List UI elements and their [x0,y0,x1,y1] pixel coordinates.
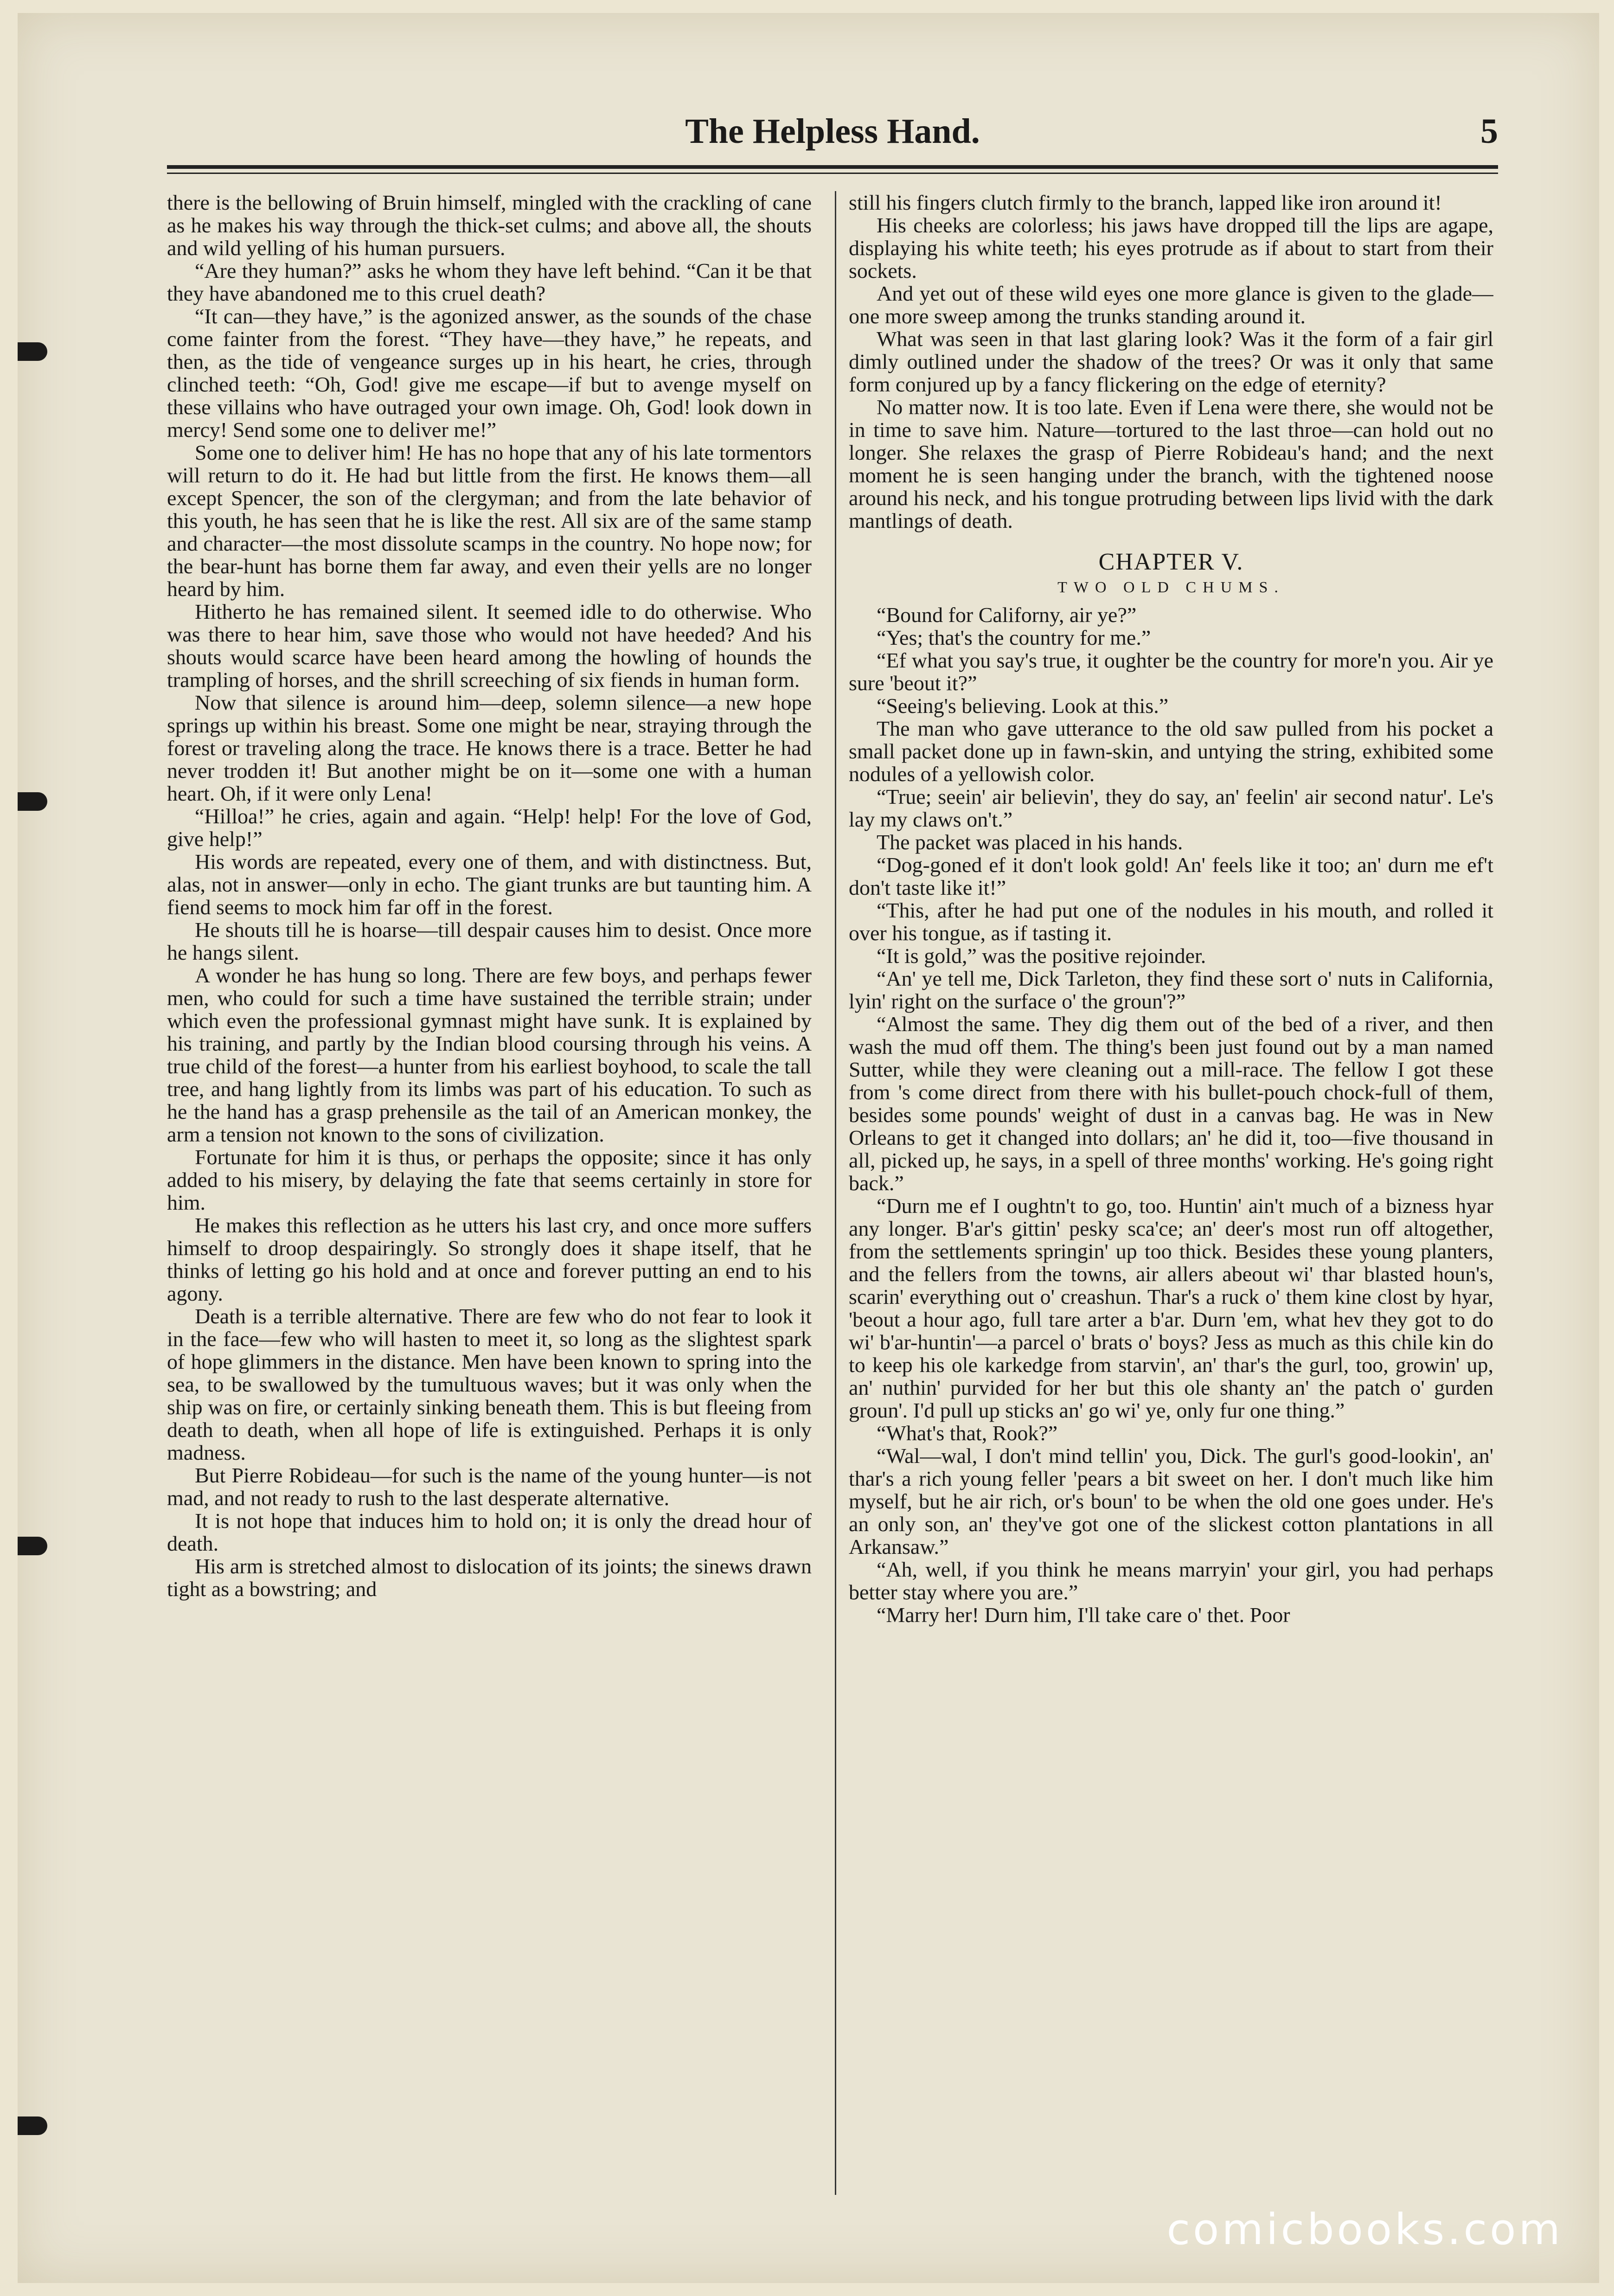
paragraph: “An' ye tell me, Dick Tarleton, they find these sort o' nuts in California, lyin' right on the surface o' the groun'?” [849,967,1493,1013]
paragraph: Now that silence is around him—deep, solemn silence—a new hope springs up within his breast. Some one might be near, straying through the forest or traveling along the trace. He knows there is a trace. Better he had never trodden it! But another might be on it—some one with a human heart. Oh, if it were only Lena! [167,691,812,805]
chapter-title: CHAPTER V. [1098,549,1244,575]
paragraph: “True; seein' air believin', they do say, an' feelin' air second natur'. Le's lay my claws on't.” [849,785,1493,831]
binding-hole [18,1537,47,1555]
paragraph: And yet out of these wild eyes one more glance is given to the glade—one more sweep among the trunks standing around it. [849,282,1493,328]
paragraph: “This, after he had put one of the nodules in his mouth, and rolled it over his tongue, as if tasting it. [849,898,1493,945]
paragraph: “Are they human?” asks he whom they have left behind. “Can it be that they have abandoned me to this cruel death? [167,259,812,305]
paragraph: “It can—they have,” is the agonized answer, as the sounds of the chase come fainter from the forest. “They have—they have,” he repeats, and then, as the tide of vengeance surges up in his heart, he cries, through clinched teeth: “Oh, God! give me escape—if but to avenge myself on these villains who have outraged your own image. Oh, God! look down in mercy! Send some one to deliver me!” [167,304,812,442]
paragraph: It is not hope that induces him to hold on; it is only the dread hour of death. [167,1509,812,1555]
paragraph: “Hilloa!” he cries, again and again. “Help! help! For the love of God, give help!” [167,804,812,851]
binding-hole [18,342,47,361]
paragraph: Death is a terrible alternative. There are few who do not fear to look it in the face—few who will hasten to meet it, so long as the slightest spark of hope glimmers in the distance. Men have been known to spring into the sea, to be swallowed by the tumultuous waves; but it was only when the ship was on fire, or certainly sinking beneath them. This is but fleeing from death to death, when all hope of life is extinguished. Perhaps it is only madness. [167,1304,812,1464]
paragraph: there is the bellowing of Bruin himself, mingled with the crackling of cane as he makes his way through the thick-set culms; and above all, the shouts and wild yelling of his human pursuers. [167,191,812,260]
header-rule [167,165,1498,169]
watermark: comicbooks.com [1166,2205,1563,2254]
paragraph: still his fingers clutch firmly to the branch, lapped like iron around it! [849,191,1442,214]
paragraph: “Almost the same. They dig them out of the bed of a river, and then wash the mud off them. The thing's been just found out by a man named Sutter, while they were cleaning out a mill-race. The fellow I got these from 's come direct from there with his bullet-pouch chock-full of them, besides some pounds' weight of dust in a canvas bag. He was in New Orleans to get it changed into dollars; an' he did it, too—five thousand in all, picked up, he says, in a spell of three months' working. He's going right back.” [849,1012,1493,1195]
right-column [849,191,1493,2204]
paragraph: Some one to deliver him! He has no hope that any of his late tormentors will return to do it. He had but little from the first. He knows them—all except Spencer, the son of the clergyman; and from the late behavior of this youth, he has seen that he is like the rest. All six are of the same stamp and character—the most dissolute scamps in the country. No hope now; for the bear-hunt has borne them far away, and even their yells are no longer heard by him. [167,441,812,601]
paragraph: What was seen in that last glaring look? Was it the form of a fair girl dimly outlined under the shadow of the trees? Or was it only that same form conjured up by a fancy flickering on the edge of eternity? [849,327,1493,396]
paragraph: He shouts till he is hoarse—till despair causes him to desist. Once more he hangs silent. [167,918,812,964]
chapter-subtitle: TWO OLD CHUMS. [1057,579,1285,596]
binding-hole [18,792,47,811]
paragraph: A wonder he has hung so long. There are few boys, and perhaps fewer men, who could for such a time have sustained the terrible strain; under which even the professional gymnast might have sunk. It is explained by his training, and partly by the Indian blood coursing through his veins. A true child of the forest—a hunter from his earliest boyhood, to scale the tall tree, and hang lightly from its limbs was part of his education. To such as he the hand has a grasp prehensile as the tail of an American monkey, the arm a tension not known to the sons of civilization. [167,963,812,1146]
paragraph: The man who gave utterance to the old saw pulled from his pocket a small packet done up in fawn-skin, and untying the string, exhibited some nodules of a yellowish color. [849,717,1493,786]
left-column [167,191,812,2204]
paragraph: Hitherto he has remained silent. It seemed idle to do otherwise. Who was there to hear him, save those who would not have heeded? And his shouts would scarce have been heard among the howling of hounds the trampling of horses, and the shrill screeching of six fiends in human form. [167,600,812,692]
header-rule-thin [167,173,1498,174]
column-divider [835,191,836,2195]
paragraph: “Ah, well, if you think he means marryin' your girl, you had perhaps better stay where you are.” [849,1558,1493,1604]
paragraph: His words are repeated, every one of them, and with distinctness. But, alas, not in answer—only in echo. The giant trunks are but taunting him. A fiend seems to mock him far off in the forest. [167,850,812,919]
page-number: 5 [1480,112,1498,151]
right-column-text-after-chapter [849,603,1493,1626]
paragraph: “Dog-goned ef it don't look gold! An' feels like it too; an' durn me ef't don't taste like it!” [849,853,1493,899]
paragraph: “Durn me ef I oughtn't to go, too. Huntin' ain't much of a bizness hyar any longer. B'ar's gittin' pesky sca'ce; an' deer's most run off altogether, from the settlements springin' up too thick. Besides these young planters, and the fellers from the towns, air allers abeout wi' thar blasted houn's, scarin' everything out o' creashun. Thar's a ruck o' them kine clost by hyar, 'beout a hour ago, full tare arter a b'ar. Durn 'em, what hev they got to do wi' b'ar-huntin'—a parcel o' brats o' boys? Jess as much as this chile kin do to keep his ole karkedge from starvin', an' thar's the gurl, too, growin' up, an' nuthin' purvided for her but this ole shanty an' the patch o' gurden groun'. I'd pull up sticks an' go wi' ye, only fur one thing.” [849,1194,1493,1422]
paragraph: “Wal—wal, I don't mind tellin' you, Dick. The gurl's good-lookin', an' thar's a rich young feller 'pears a bit sweet on her. I don't much like him myself, but he air rich, or's boun' to be when the old one goes under. He's an only son, an' they've got one of the slickest cotton plantations in all Arkansaw.” [849,1444,1493,1558]
paragraph: He makes this reflection as he utters his last cry, and once more suffers himself to droop despairingly. So strongly does it shape itself, that he thinks of letting go his hold and at once and forever putting an end to his agony. [167,1213,812,1305]
paragraph: No matter now. It is too late. Even if Lena were there, she would not be in time to save him. Nature—tortured to the last throe—can hold out no longer. She relaxes the grasp of Pierre Robideau's hand; and the next moment he is seen hanging under the branch, with the tightened noose around his neck, and his tongue protruding between lips livid with the dark mantlings of death. [849,395,1493,532]
binding-hole [18,2116,47,2135]
paragraph: His arm is stretched almost to dislocation of its joints; the sinews drawn tight as a bowstring; and [167,1554,812,1601]
paragraph: “Bound for Californy, air ye?” [877,603,1137,627]
paragraph: “Yes; that's the country for me.” [877,626,1151,649]
page-header [167,107,1498,158]
paragraph: “It is gold,” was the positive rejoinder. [877,944,1206,968]
paragraph: But Pierre Robideau—for such is the name of the young hunter—is not mad, and not ready to rush to the last desperate alternative. [167,1463,812,1510]
paragraph: “Seeing's believing. Look at this.” [877,694,1169,718]
paragraph: “Marry her! Durn him, I'll take care o' thet. Poor [877,1603,1290,1627]
paragraph: The packet was placed in his hands. [877,830,1183,854]
paragraph: His cheeks are colorless; his jaws have dropped till the lips are agape, displaying his white teeth; his eyes protrude as if about to start from their sockets. [849,213,1493,282]
running-title: The Helpless Hand. [685,112,980,151]
paragraph: “What's that, Rook?” [877,1421,1058,1445]
paragraph: “Ef what you say's true, it oughter be the country for more'n you. Air ye sure 'beout it?” [849,648,1493,695]
right-column-text-before-chapter [849,191,1493,532]
paragraph: Fortunate for him it is thus, or perhaps the opposite; since it has only added to his misery, by delaying the fate that seems certainly in store for him. [167,1145,812,1214]
